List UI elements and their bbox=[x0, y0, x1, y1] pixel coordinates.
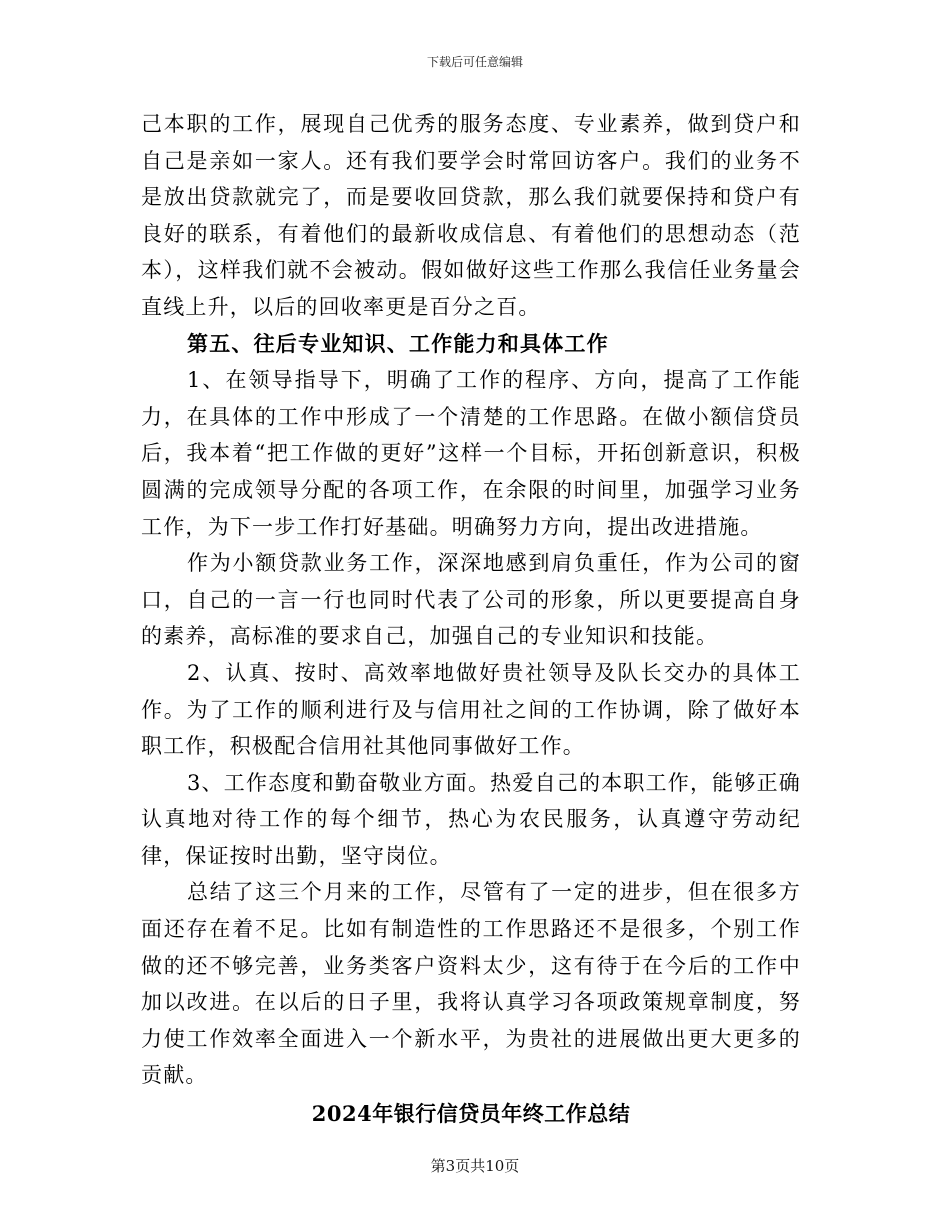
section-heading: 第五、往后专业知识、工作能力和具体工作 bbox=[187, 330, 609, 356]
paragraph-loan-role: 作为小额贷款业务工作，深深地感到肩负重任，作为公司的窗口，自己的一言一行也同时代表了公司的形象，所以更要提高自身的素养，高标准的要求自己，加强自己的专业知识和技能。 bbox=[141, 551, 801, 649]
document-body bbox=[141, 106, 801, 1133]
paragraph-item-3: 3、工作态度和勤奋敬业方面。热爱自己的本职工作，能够正确认真地对待工作的每个细节，热心为农民服务，认真遵守劳动纪律，保证按时出勤，坚守岗位。 bbox=[141, 770, 801, 868]
paragraph-continuation: 己本职的工作，展现自己优秀的服务态度、专业素养，做到贷户和自己是亲如一家人。还有我们要学会时常回访客户。我们的业务不是放出贷款就完了，而是要收回贷款，那么我们就要保持和贷户有良好的联系，有着他们的最新收成信息、有着他们的思想动态（范本），这样我们就不会被动。假如做好这些工作那么我信任业务量会直线上升，以后的回收率更是百分之百。 bbox=[141, 112, 801, 319]
paragraph-summary: 总结了这三个月来的工作，尽管有了一定的进步，但在很多方面还存在着不足。比如有制造性的工作思路还不是很多，个别工作做的还不够完善，业务类客户资料太少，这有待于在今后的工作中加以改进。在以后的日子里，我将认真学习各项政策规章制度，努力使工作效率全面进入一个新水平，为贵社的进展做出更大更多的贡献。 bbox=[141, 880, 801, 1088]
page-footer: 第3页共10页 bbox=[430, 1157, 520, 1175]
next-document-title: 2024年银行信贷员年终工作总结 bbox=[311, 1101, 631, 1127]
page-header: 下载后可任意编辑 bbox=[426, 55, 523, 69]
paragraph-item-1: 1、在领导指导下，明确了工作的程序、方向，提高了工作能力，在具体的工作中形成了一个清楚的工作思路。在做小额信贷员后，我本着“把工作做的更好”这样一个目标，开拓创新意识，积极圆满的完成领导分配的各项工作，在余限的时间里，加强学习业务工作，为下一步工作打好基础。明确努力方向，提出改进措施。 bbox=[141, 368, 801, 539]
paragraph-item-2: 2、认真、按时、高效率地做好贵社领导及队长交办的具体工作。为了工作的顺利进行及与信用社之间的工作协调，除了做好本职工作，积极配合信用社其他同事做好工作。 bbox=[141, 660, 801, 759]
